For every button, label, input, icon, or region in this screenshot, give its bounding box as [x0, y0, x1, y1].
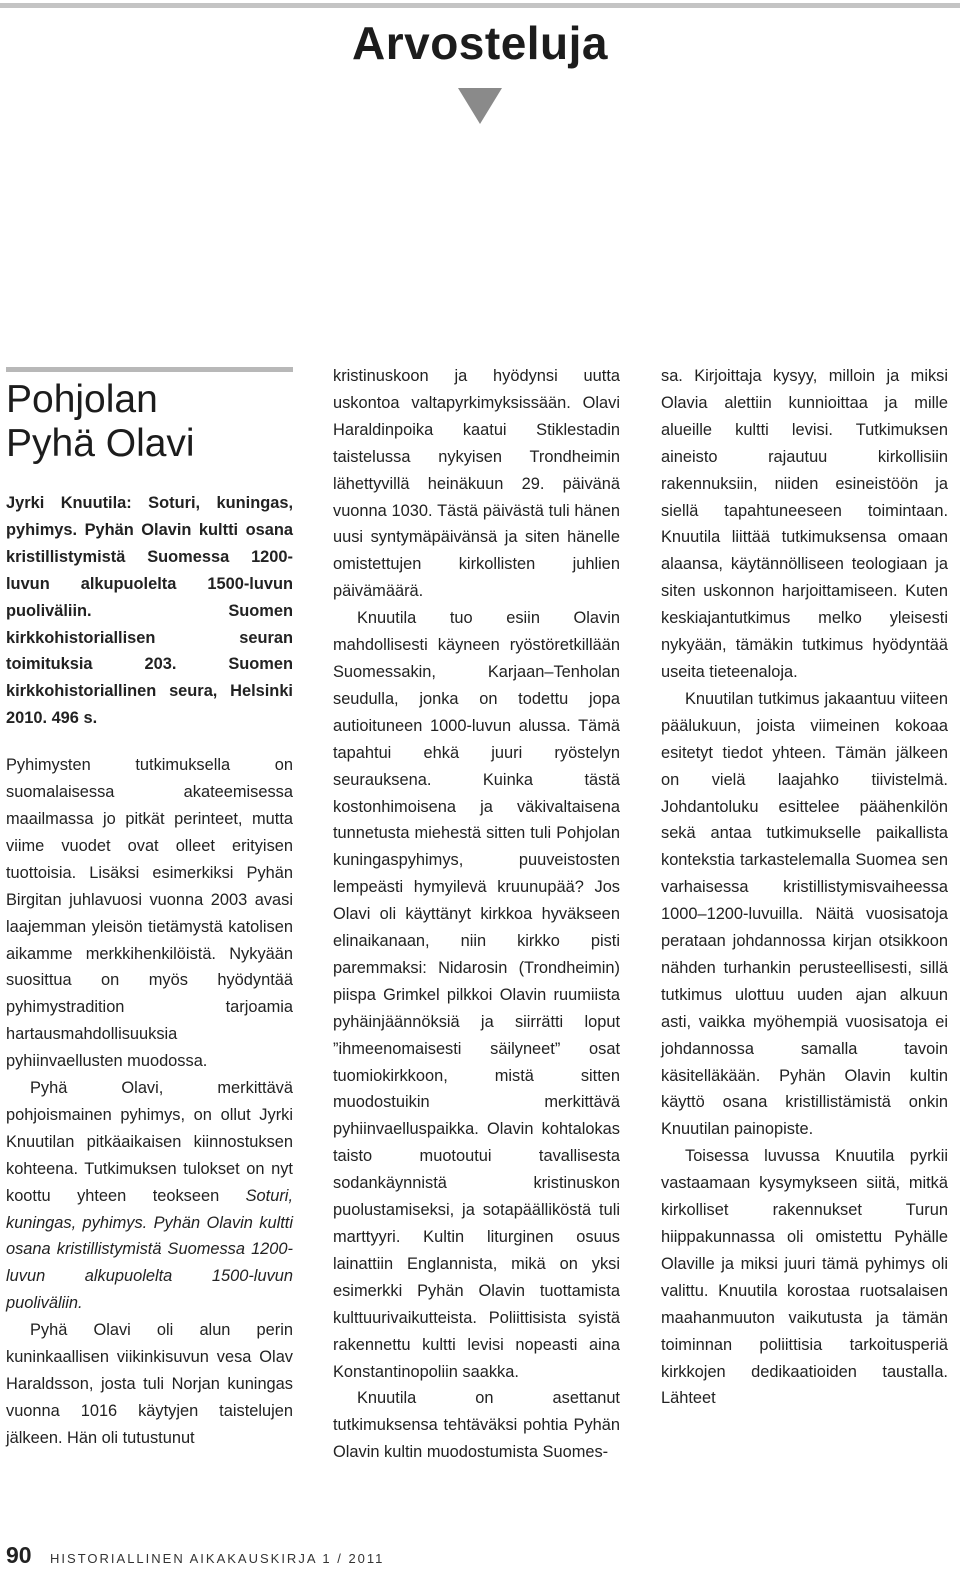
- paragraph: sa. Kirjoittaja kysyy, milloin ja miksi Olavia alettiin kunnioittaa ja mille alueille kultti levisi. Tutkimuksen aineisto rajautuu kirkollisiin rakennuksiin, niiden esineistöön ja siellä tapahtuneeseen toimintaan. Knuutila liittää tutkimuksensa omaan alaansa, käytännölliseen teologiaan ja siten uskonnon harjoittamiseen. Kuten keskiajantutkimus melko yleisesti nykyään, tämäkin tutkimus hyödyntää useita tieteenaloja.: [661, 367, 948, 681]
- paragraph: Knuutila tuo esiin Olavin mahdollisesti käyneen ryöstöretkillään Suomessakin, Karjaan–Tenholan seudulla, jonka on todettu jopa autioituneen 1000-luvun alussa. Tämä tapahtui ehkä juuri ryöstelyn seurauksena. Kuinka tästä kostonhimoisena ja väkivaltaisena tunnetusta miehestä sitten tuli Pohjolan kuningaspyhimys, puuveistosten lempeästi hymyilevä kruunupää? Jos Olavi oli käyttänyt kirkkoa hyväkseen elinaikanaan, niin kirkko pisti paremmaksi: Nidarosin (Trondheimin) piispa Grimkel pilkkoi Olavin ruumiista pyhäinjäännöksiä ja siirrätti loput ”ihmeenomaisesti säilyneet” osat tuomiokirkkoon, mistä sitten muodostuikin merkittävä pyhiinvaelluspaikka. Olavin kohtalokas taisto muotoutui tavallisesta sodankäynnistä kristinuskon puolustamiseksi, ja sotapäälliköstä tuli marttyyri. Kultin liturginen osuus lainattiin Englannista, mikä on yksi esimerkki Pyhän Olavin tuottamista kulttuurivaikutteista. Poliittisista syistä rakennettu kultti levisi nopeasti aina Konstantinopoliin saakka.: [333, 609, 620, 1381]
- article-title-line2: Pyhä Olavi: [6, 422, 195, 465]
- paragraph: Knuutilan tutkimus jakaantuu viiteen päälukuun, joista viimeinen kokoaa esitetyt tiedot yhteen. Tämän jälkeen on vielä laajahko tiivistelmä. Johdantoluku esittelee päähenkilön sekä antaa tutkimukselle paikallista kontekstia tarkastelemalla Suomea sen varhaisessa kristillistymisvaiheessa 1000–1200-luvuilla. Näitä vuosisatoja perataan johdannossa kirjan otsikkoon nähden turhankin perusteellisesti, sillä tutkimus ulottuu uuden ajan alkuun asti, vaikka myöhempiä vuosisatoja ei johdannossa samalla tavoin käsitelläkään. Pyhän Olavin kultin käyttö osana kristillistämistä onkin Knuutilan painopiste.: [661, 689, 948, 1139]
- paragraph-text: Pyhä Olavi, merkittävä pohjoismainen pyhimys, on ollut Jyrki Knuutilan pitkäaikaisen kiinnostuksen kohteena. Tutkimuksen tulokset on nyt koottu yhteen teokseen: [6, 1079, 293, 1205]
- article-title-line1: Pohjolan: [6, 378, 158, 421]
- top-rule: [0, 3, 960, 8]
- paragraph: kristinuskoon ja hyödynsi uutta uskontoa valtapyrkimyksissään. Olavi Haraldinpoika kaatui Stiklestadin taistelussa nykyisen Trondheimin lähettyvillä heinäkuun 29. päivänä vuonna 1030. Tästä päivästä tuli hänen uusi syntymäpäivänsä ja siten hänelle omistettujen kirkollisten juhlien päivämäärä.: [333, 367, 620, 601]
- page-number: 90: [6, 1542, 32, 1568]
- page-footer: [6, 1542, 384, 1572]
- section-title: Arvosteluja: [351, 17, 609, 69]
- paragraph: Pyhimysten tutkimuksella on suomalaisessa akateemisessa maailmassa jo pitkät perinteet, mutta viime vuodet ovat olleet erityisen tuottoisia. Lisäksi esimerkiksi Pyhän Birgitan juhlavuosi vuonna 2003 avasi laajemman yleisön tietämystä katolisen aikamme merkkihenkilöistä. Nykyään suosittua on myös hyödyntää pyhimystradition tarjoamia hartausmahdollisuuksia pyhiinvaellusten muodossa.: [6, 756, 293, 1071]
- triangle-down-icon: [458, 88, 502, 124]
- book-reference: Jyrki Knuutila: Soturi, kuningas, pyhimys. Pyhän Olavin kultti osana kristillistymistä Suomessa 1200-luvun alkupuolelta 1500-luvun puoliväliin. Suomen kirkkohistoriallisen seuran toimituksia 203. Suomen kirkkohistoriallinen seura, Helsinki 2010. 496 s.: [6, 494, 293, 728]
- column-rule: [6, 367, 293, 372]
- paragraph: Toisessa luvussa Knuutila pyrkii vastaamaan kysymykseen siitä, mitkä kirkolliset rakennukset Turun hiippakunnassa oli omistettu Pyhälle Olaville ja miksi juuri tämä pyhimys oli valittu. Knuutila korostaa ruotsalaisen maahanmuuton vaikutusta ja tämän toiminnan poliittisia tarkoitusperiä kirkkojen dedikaatioiden taustalla. Lähteet: [661, 1147, 948, 1408]
- text-column-2: [333, 363, 620, 1466]
- text-column-1: [6, 490, 293, 1452]
- book-title-italic: Soturi, kuningas, pyhimys. Pyhän Olavin kultti osana kristillistymistä Suomessa 1200-luvun alkupuolelta 1500-luvun puoliväliin.: [6, 1186, 293, 1313]
- text-column-3: [661, 363, 948, 1412]
- article-title: [6, 378, 296, 466]
- journal-name: HISTORIALLINEN AIKAKAUSKIRJA 1 / 2011: [50, 1551, 385, 1566]
- paragraph: Pyhä Olavi oli alun perin kuninkaallisen viikinkisuvun vesa Olav Haraldsson, josta tuli Norjan kuningas vuonna 1016 käytyjen taistelujen jälkeen. Hän oli tutustunut: [6, 1321, 293, 1447]
- paragraph: Knuutila on asettanut tutkimuksensa tehtäväksi pohtia Pyhän Olavin kultin muodostumista Suomes-: [333, 1389, 620, 1462]
- paragraph: [6, 1075, 293, 1317]
